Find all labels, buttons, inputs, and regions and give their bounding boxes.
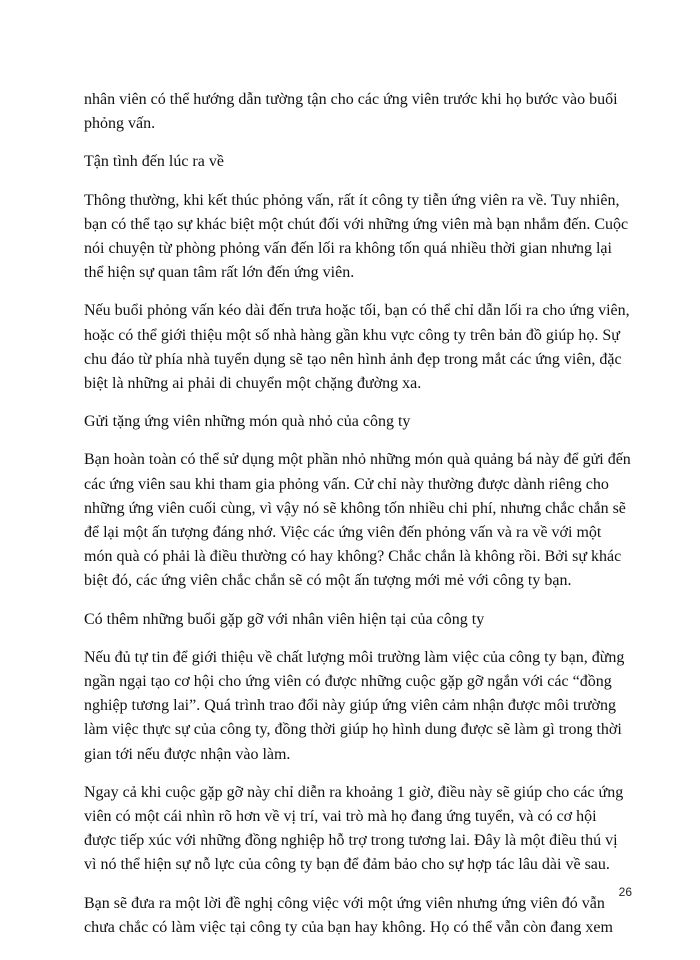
body-paragraph: Ngay cả khi cuộc gặp gỡ này chỉ diễn ra khoảng 1 giờ, điều này sẽ giúp cho các ứng viên có một cái nhìn rõ hơn về vị trí, vai trò mà họ đang ứng tuyển, và có cơ hội được tiếp xúc với những đồng nghiệp hỗ trợ trong tương lai. Đây là một điều thú vị vì nó thể hiện sự nỗ lực của công ty bạn để đảm bảo cho sự hợp tác lâu dài về sau. bbox=[84, 783, 624, 874]
body-paragraph: nhân viên có thể hướng dẫn tường tận cho các ứng viên trước khi họ bước vào buổi phỏng vấn. bbox=[84, 91, 618, 133]
section-heading: Có thêm những buổi gặp gỡ với nhân viên hiện tại của công ty bbox=[84, 610, 485, 628]
page-number: 26 bbox=[618, 885, 632, 899]
page-content bbox=[84, 88, 632, 954]
body-paragraph: Nếu buổi phỏng vấn kéo dài đến trưa hoặc tối, bạn có thể chỉ dẫn lối ra cho ứng viên, hoặc có thể giới thiệu một số nhà hàng gần khu vực công ty trên bản đồ giúp họ. Sự chu đáo từ phía nhà tuyển dụng sẽ tạo nên hình ảnh đẹp trong mắt các ứng viên, đặc biệt là những ai phải di chuyển một chặng đường xa. bbox=[84, 302, 630, 393]
body-paragraph: Bạn sẽ đưa ra một lời đề nghị công việc với một ứng viên nhưng ứng viên đó vẫn chưa chắc có làm việc tại công ty của bạn hay không. Họ có thể vẫn còn đang xem bbox=[84, 894, 613, 936]
section-heading: Tận tình đến lúc ra về bbox=[84, 153, 224, 171]
body-paragraph: Thông thường, khi kết thúc phỏng vấn, rất ít công ty tiễn ứng viên ra về. Tuy nhiên, bạn có thể tạo sự khác biệt một chút đối với những ứng viên mà bạn nhắm đến. Cuộc nói chuyện từ phòng phỏng vấn đến lối ra không tốn quá nhiều thời gian nhưng lại thể hiện sự quan tâm rất lớn đến ứng viên. bbox=[84, 191, 629, 282]
section-heading: Gửi tặng ứng viên những món quà nhỏ của công ty bbox=[84, 413, 411, 431]
body-paragraph: Nếu đủ tự tin để giới thiệu về chất lượng môi trường làm việc của công ty bạn, đừng ngần ngại tạo cơ hội cho ứng viên có được những cuộc gặp gỡ ngắn với các “đồng nghiệp tương lai”. Quá trình trao đổi này giúp ứng viên cảm nhận được môi trường làm việc thực sự của công ty, đồng thời giúp họ hình dung được sẽ làm gì trong thời gian tới nếu được nhận vào làm. bbox=[84, 648, 625, 763]
body-paragraph: Bạn hoàn toàn có thể sử dụng một phần nhỏ những món quà quảng bá này để gửi đến các ứng viên sau khi tham gia phỏng vấn. Cử chỉ này thường được dành riêng cho những ứng viên cuối cùng, vì vậy nó sẽ không tốn nhiều chi phí, nhưng chắc chắn sẽ để lại một ấn tượng đáng nhớ. Việc các ứng viên đến phỏng vấn và ra về với một món quà có phải là điều thường có hay không? Chắc chắn là không rồi. Bởi sự khác biệt đó, các ứng viên chắc chắn sẽ có một ấn tượng mới mẻ với công ty bạn. bbox=[84, 451, 631, 590]
